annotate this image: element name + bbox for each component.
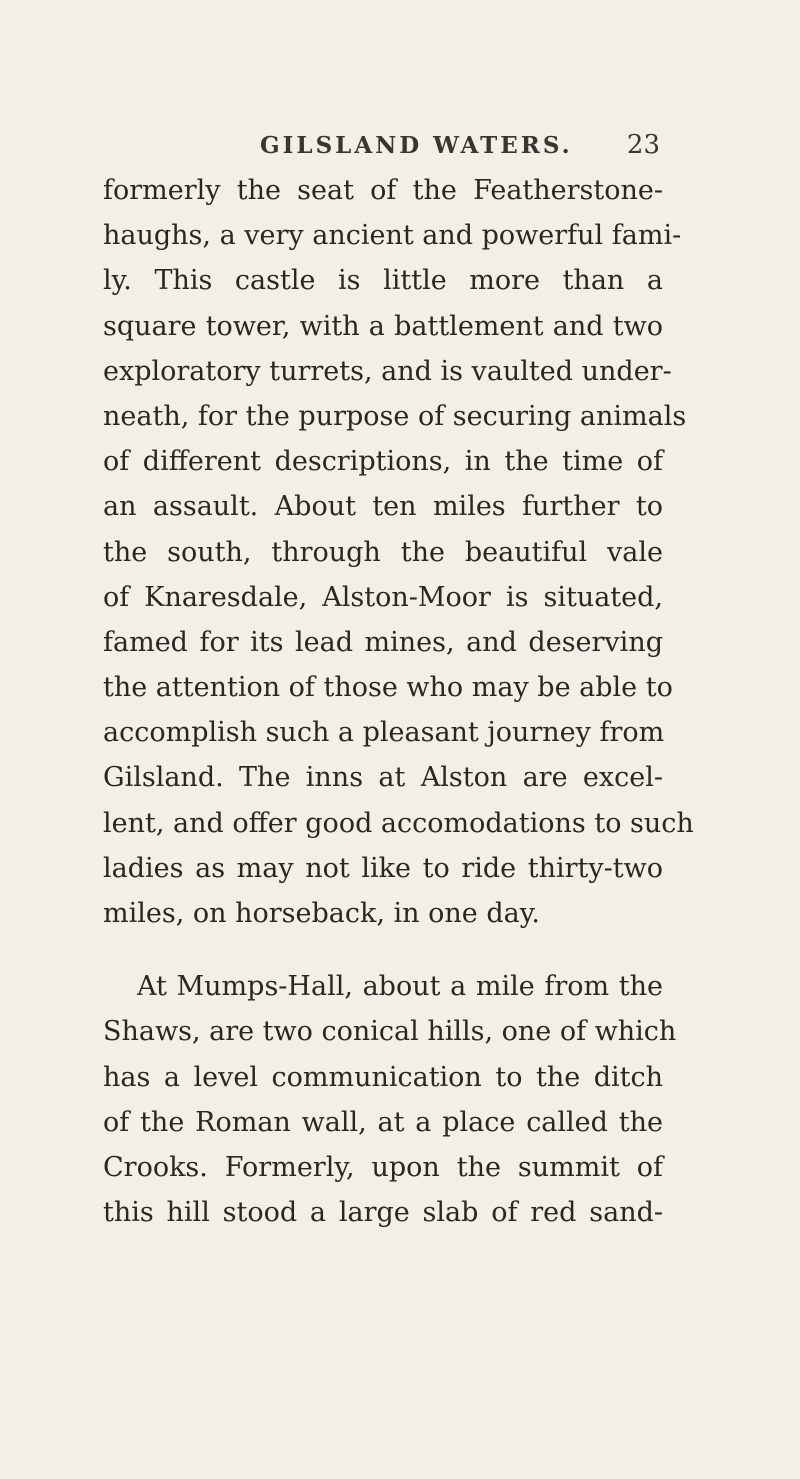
text-line: Gilsland. The inns at Alston are excel-	[103, 762, 663, 794]
text-line: exploratory turrets, and is vaulted under-	[103, 355, 672, 387]
text-line: lent, and offer good accomodations to such	[103, 807, 694, 839]
text-line: of the Roman wall, at a place called the	[103, 1106, 663, 1138]
text-line: famed for its lead mines, and deserving	[103, 626, 663, 658]
text-line: Shaws, are two conical hills, one of which	[103, 1016, 677, 1048]
text-line: neath, for the purpose of securing animals	[103, 400, 687, 432]
text-line: the attention of those who may be able to	[103, 672, 673, 704]
paragraph-2	[103, 964, 677, 1235]
text-line: accomplish such a pleasant journey from	[103, 717, 665, 749]
running-title: GILSLAND WATERS.	[260, 132, 573, 159]
paragraph-1	[103, 168, 694, 936]
page-number: 23	[626, 130, 660, 160]
text-line: haughs, a very ancient and powerful fami-	[103, 220, 682, 252]
text-line: Crooks. Formerly, upon the summit of	[103, 1151, 663, 1183]
text-line: of different descriptions, in the time of	[103, 446, 663, 478]
text-line: At Mumps-Hall, about a mile from the	[137, 971, 663, 1003]
text-line: ly. This castle is little more than a	[103, 265, 663, 297]
text-line: miles, on horseback, in one day.	[103, 898, 540, 929]
text-line: formerly the seat of the Featherstone-	[103, 175, 663, 206]
text-line: has a level communication to the ditch	[103, 1061, 663, 1093]
text-line: of Knaresdale, Alston-Moor is situated,	[103, 581, 663, 613]
paragraph-gap	[103, 936, 663, 964]
text-line: an assault. About ten miles further to	[103, 491, 663, 523]
text-line: ladies as may not like to ride thirty-two	[103, 852, 663, 884]
running-head	[100, 132, 660, 166]
text-line: this hill stood a large slab of red sand-	[103, 1197, 663, 1229]
body-text	[103, 168, 694, 1235]
text-line: the south, through the beautiful vale	[103, 536, 663, 568]
text-line: square tower, with a battlement and two	[103, 310, 663, 342]
